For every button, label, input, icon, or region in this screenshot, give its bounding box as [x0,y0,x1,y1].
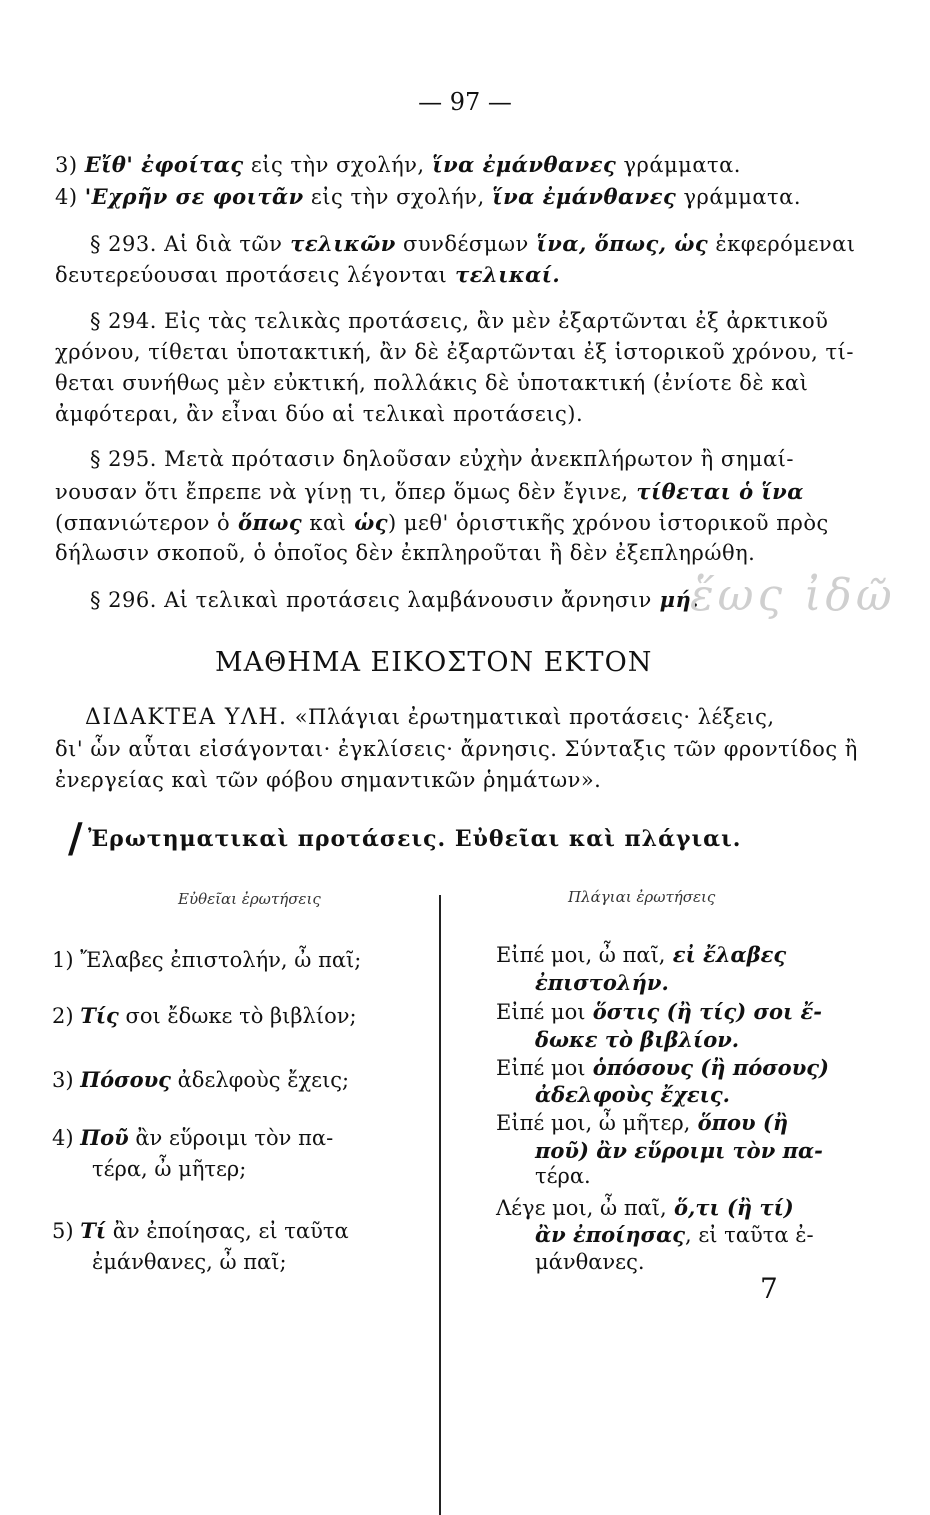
bold-term: Ποῦ [80,1125,129,1150]
right-item-3-cont: ἀδελφοὺς ἔχεις. [535,1082,730,1107]
example-line-4 [55,184,801,209]
didaktea-line-2: δι' ὧν αὗται εἰσάγονται· ἐγκλίσεις· ἄρνησις. Σύνταξις τῶν φροντίδος ἢ [55,737,858,761]
para-295-line-1: § 295. Μετὰ πρότασιν δηλοῦσαν εὐχὴν ἀνεκπλήρωτον ἢ σημαί- [90,447,795,471]
text: «Πλάγιαι ἐρωτηματικαὶ προτάσεις· λέξεις, [294,705,775,729]
right-item-3 [496,1055,829,1080]
right-item-1 [496,942,786,967]
didaktea-label: ΔΙΔΑΚΤΕΑ ΥΛΗ. [85,705,288,730]
bold-term: ὡς [346,510,389,535]
para-293-line-1 [90,231,856,256]
bold-term: μή. [651,587,700,612]
text: § 293. Αἱ διὰ τῶν [90,232,283,256]
bold-term: Τί [80,1218,107,1243]
example-number: 3) [55,153,78,177]
bold-term: Τίς [80,1003,119,1028]
bold-term: ὁπόσους (ἢ πόσους) [585,1055,829,1080]
item-text: Λέγε μοι, ὦ παῖ, [496,1196,667,1220]
para-296 [90,587,699,612]
left-item-1 [52,948,361,972]
example-number: 4) [55,185,78,209]
left-item-2 [52,1003,357,1028]
text: νουσαν ὅτι ἔπρεπε νὰ γίνῃ τι, ὅπερ ὅμως δὲν ἔγινε, [55,480,629,504]
item-text: Εἰπέ μοι, ὦ μῆτερ, [496,1111,691,1135]
right-item-2-cont: δωκε τὸ βιβλίον. [535,1027,740,1052]
right-item-4-cont-2: τέρα. [535,1164,591,1188]
example-text: εἰς τὴν σχολήν, [303,185,485,209]
left-item-5-cont: ἐμάνθανες, ὦ παῖ; [92,1250,287,1274]
bold-term: τελικαί. [447,262,561,287]
bold-term: ὅπως [230,510,303,535]
example-bold: ἵνα ἐμάνθανες [424,152,617,177]
page-number: — 97 — [418,88,512,116]
bold-term: ἵνα, ὅπως, ὡς [528,231,709,256]
item-text: σοι ἔδωκε τὸ βιβλίον; [118,1004,357,1028]
bold-term: ὅστις (ἢ τίς) σοι ἔ- [585,999,822,1024]
para-295-line-2 [55,479,804,504]
item-text: , εἰ ταῦτα ἐ- [685,1223,814,1247]
item-text: ἂν ἐποίησας, εἰ ταῦτα [106,1219,349,1243]
item-number: 1) [52,948,74,972]
para-294-line-3: θεται συνήθως μὲν εὐκτική, πολλάκις δὲ ὑποτακτική (ἐνίοτε δὲ καὶ [55,371,809,395]
bold-term: εἰ ἔλαβες [665,942,787,967]
para-295-line-4: δήλωσιν σκοποῦ, ὁ ὁποῖος δὲν ἐκπληροῦται ἢ δὲν ἐξεπληρώθη. [55,541,756,565]
text: συνδέσμων [395,232,529,256]
right-item-4 [496,1110,788,1135]
lesson-title: ΜΑΘΗΜΑ ΕΙΚΟΣΤΟΝ ΕΚΤΟΝ [215,647,653,678]
text: ) μεθ' ὁριστικῆς χρόνου ἱστορικοῦ πρὸς [388,511,829,535]
right-column-header: Πλάγιαι ἐρωτήσεις [568,888,716,906]
left-item-5 [52,1218,349,1243]
right-item-4-cont: ποῦ) ἂν εὕροιμι τὸν πα- [535,1138,823,1163]
example-text: εἰς τὴν σχολήν, [243,153,425,177]
didaktea-line-3: ἐνεργείας καὶ τῶν φόβου σημαντικῶν ῥημάτων». [55,768,602,792]
item-number: 3) [52,1068,74,1092]
bold-term: ὅπου (ἢ [690,1110,789,1135]
para-294-line-2: χρόνου, τίθεται ὑποτακτική, ἂν δὲ ἐξαρτῶνται ἐξ ἱστορικοῦ χρόνου, τί- [55,340,854,364]
bold-term: τελικῶν [282,231,396,256]
signature-number: 7 [760,1272,778,1305]
item-text: ἀδελφοὺς ἔχεις; [170,1068,350,1092]
item-text: Εἰπέ μοι [496,1056,586,1080]
text: καὶ [302,511,347,535]
item-text: Εἰπέ μοι [496,1000,586,1024]
handwritten-note: ἕως ἰδῶ [690,570,896,621]
text: ἐκφερόμεναι [708,232,856,256]
right-item-1-cont: ἐπιστολήν. [535,970,669,995]
left-item-4-cont: τέρα, ὦ μῆτερ; [92,1157,247,1181]
right-item-5-cont [535,1222,814,1247]
bold-term: Πόσους [80,1067,171,1092]
example-text: γράμματα. [676,185,802,209]
bold-term: ἂν ἐποίησας [535,1222,686,1247]
column-divider [439,895,441,1515]
pencil-tick-mark-icon: / [68,815,83,862]
text: § 296. Αἱ τελικαὶ προτάσεις λαμβάνουσιν ἄρνησιν [90,588,652,612]
left-item-4 [52,1125,333,1150]
para-294-line-1: § 294. Εἰς τὰς τελικὰς προτάσεις, ἂν μὲν ἐξαρτῶνται ἐξ ἀρκτικοῦ [90,309,829,333]
item-number: 5) [52,1219,74,1243]
example-bold: Εἴθ' ἐφοίτας [84,152,244,177]
bold-term: ὅ,τι (ἢ τί) [666,1195,794,1220]
right-item-5-cont-2: μάνθανες. [535,1250,645,1274]
item-number: 4) [52,1126,74,1150]
left-item-3 [52,1067,349,1092]
item-number: 2) [52,1004,74,1028]
right-item-5 [496,1195,794,1220]
example-bold: 'Εχρῆν σε φοιτᾶν [84,184,304,209]
right-item-2 [496,999,822,1024]
para-294-line-4: ἀμφότεραι, ἂν εἶναι δύο αἱ τελικαὶ προτάσεις). [55,402,584,426]
example-line-3 [55,152,741,177]
section-heading: Ἐρωτηματικαὶ προτάσεις. Εὐθεῖαι καὶ πλάγιαι. [88,826,742,852]
bold-term: τίθεται ὁ ἵνα [628,479,804,504]
text: (σπανιώτερον ὁ [55,511,231,535]
item-text: Εἰπέ μοι, ὦ παῖ, [496,943,666,967]
example-text: γράμματα. [616,153,741,177]
example-bold: ἵνα ἐμάνθανες [484,184,677,209]
item-text: ἂν εὕροιμι τὸν πα- [128,1126,334,1150]
para-293-line-2 [55,262,560,287]
didaktea-line-1 [85,705,775,730]
para-295-line-3 [55,510,829,535]
item-text: Ἔλαβες ἐπιστολήν, ὦ παῖ; [80,948,362,972]
left-column-header: Εὐθεῖαι ἐρωτήσεις [178,890,321,908]
text: δευτερεύουσαι προτάσεις λέγονται [55,263,448,287]
